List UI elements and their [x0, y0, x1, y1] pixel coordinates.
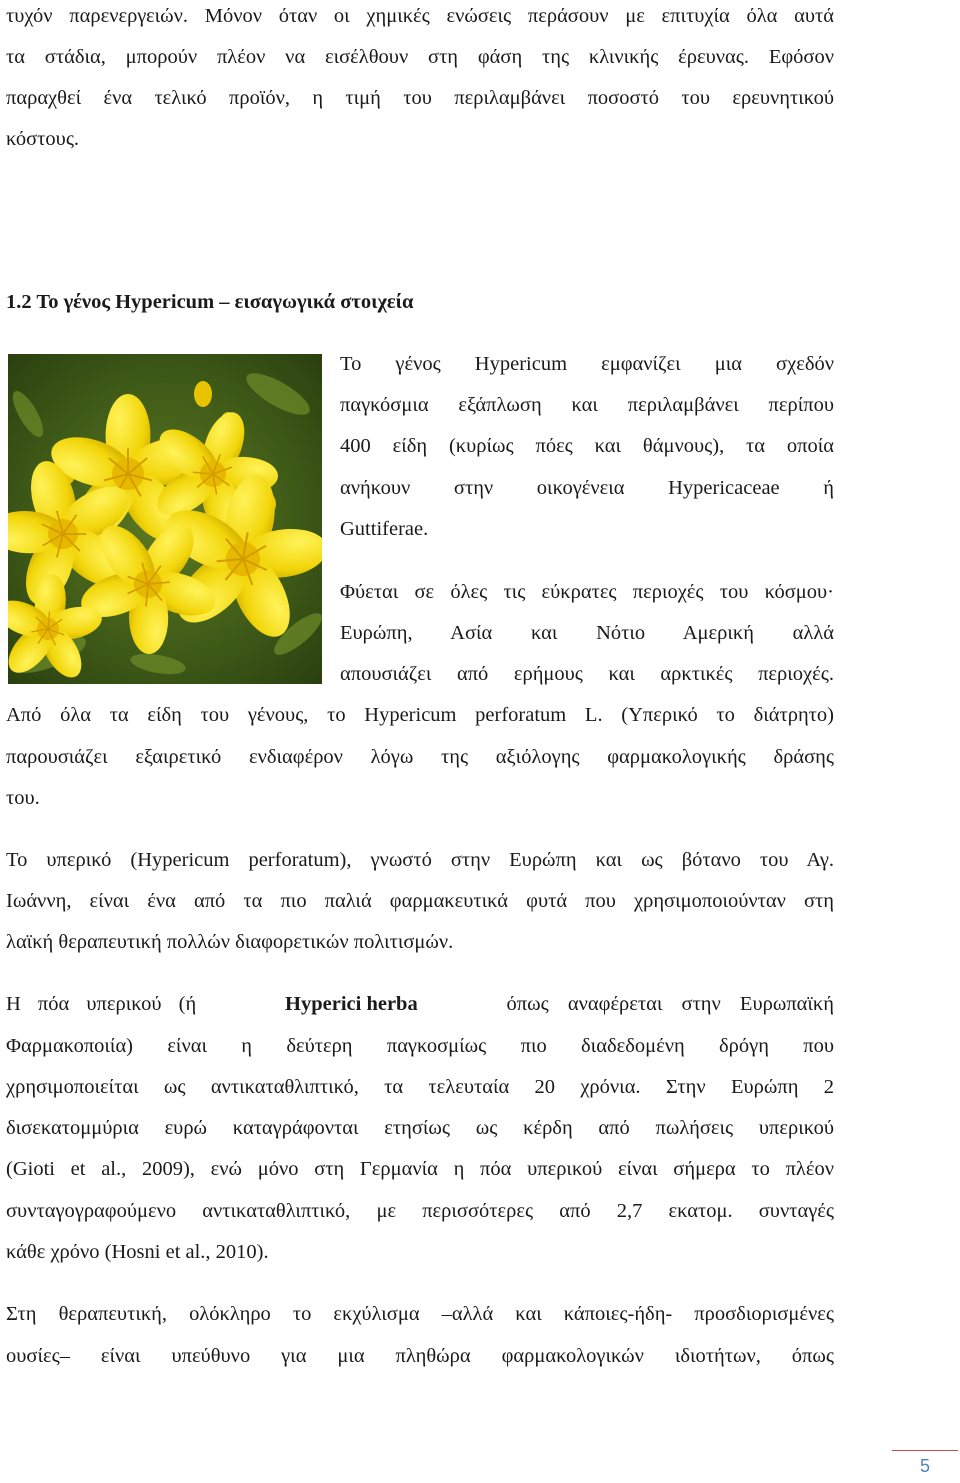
- p4-line-2: Φαρμακοποιία) είναι η δεύτερη παγκοσμίως πιο διαδεδομένη δρόγη που: [6, 1035, 834, 1057]
- p2-line-2: Ευρώπη, Ασία και Νότιο Αμερική αλλά: [340, 622, 834, 644]
- p1-line-3: 400 είδη (κυρίως πόες και θάμνους), τα οποία: [340, 435, 834, 457]
- p4-line-6: συνταγογραφούμενο αντικαταθλιπτικό, με περισσότερες από 2,7 εκατομ. συνταγές: [6, 1200, 834, 1222]
- intro-line-1: τυχόν παρενεργειών. Μόνον όταν οι χημικές ενώσεις περάσουν με επιτυχία όλα αυτά: [6, 5, 834, 27]
- section-heading: 1.2 Το γένος Hypericum – εισαγωγικά στοιχεία: [6, 291, 414, 313]
- page-number: 5: [919, 1456, 930, 1476]
- p4-line-4: δισεκατομμύρια ευρώ καταγράφονται ετησίως ως κέρδη από πωλήσεις υπερικού: [6, 1117, 834, 1139]
- p1-line-4: ανήκουν στην οικογένεια Hypericaceae ή: [340, 477, 834, 499]
- p1-line-5: Guttiferae.: [340, 518, 429, 540]
- p5-line-2: ουσίες– είναι υπεύθυνο για μια πληθώρα φαρμακολογικών ιδιοτήτων, όπως: [6, 1345, 834, 1367]
- p2-line-6: του.: [6, 787, 40, 809]
- p2-line-3: απουσιάζει από ερήμους και αρκτικές περιοχές.: [340, 663, 834, 685]
- p3-line-1: Το υπερικό (Hypericum perforatum), γνωστό στην Ευρώπη και ως βότανο του Αγ.: [6, 849, 834, 871]
- p4-latin-term: Hyperici herba: [285, 993, 418, 1015]
- p1-line-2: παγκόσμια εξάπλωση και περιλαμβάνει περίπου: [340, 394, 834, 416]
- p2-line-4: Από όλα τα είδη του γένους, το Hypericum perforatum L. (Υπερικό το διάτρητο): [6, 704, 834, 726]
- hypericum-flower-photo: [8, 354, 322, 684]
- p2-line-5: παρουσιάζει εξαιρετικό ενδιαφέρον λόγω της αξιόλογης φαρμακολογικής δράσης: [6, 746, 834, 768]
- intro-line-4: κόστους.: [6, 128, 80, 150]
- p4-line-5: (Gioti et al., 2009), ενώ μόνο στη Γερμανία η πόα υπερικού είναι σήμερα το πλέον: [6, 1158, 834, 1180]
- p4-line-1: [6, 990, 834, 1018]
- p4-line-1-end: όπως αναφέρεται στην Ευρωπαϊκή: [506, 993, 834, 1015]
- p4-line-1-start: Η πόα υπερικού (ή: [6, 993, 197, 1015]
- p3-line-2: Ιωάννη, είναι ένα από τα πιο παλιά φαρμακευτικά φυτά που χρησιμοποιούνταν στη: [6, 890, 834, 912]
- p1-line-1: Το γένος Hypericum εμφανίζει μια σχεδόν: [340, 353, 834, 375]
- p4-line-7: κάθε χρόνο (Hosni et al., 2010).: [6, 1241, 269, 1263]
- p4-line-3: χρησιμοποιείται ως αντικαταθλιπτικό, τα τελευταία 20 χρόνια. Στην Ευρώπη 2: [6, 1076, 834, 1098]
- p3-line-3: λαϊκή θεραπευτική πολλών διαφορετικών πολιτισμών.: [6, 931, 454, 953]
- p2-line-1: Φύεται σε όλες τις εύκρατες περιοχές του κόσμου·: [340, 581, 834, 603]
- intro-line-3: παραχθεί ένα τελικό προϊόν, η τιμή του περιλαμβάνει ποσοστό του ερευνητικού: [6, 87, 834, 109]
- intro-line-2: τα στάδια, μπορούν πλέον να εισέλθουν στη φάση της κλινικής έρευνας. Εφόσον: [6, 46, 834, 68]
- page-number-rule: [892, 1450, 958, 1451]
- p5-line-1: Στη θεραπευτική, ολόκληρο το εκχύλισμα –αλλά και κάποιες-ήδη- προσδιορισμένες: [6, 1303, 834, 1325]
